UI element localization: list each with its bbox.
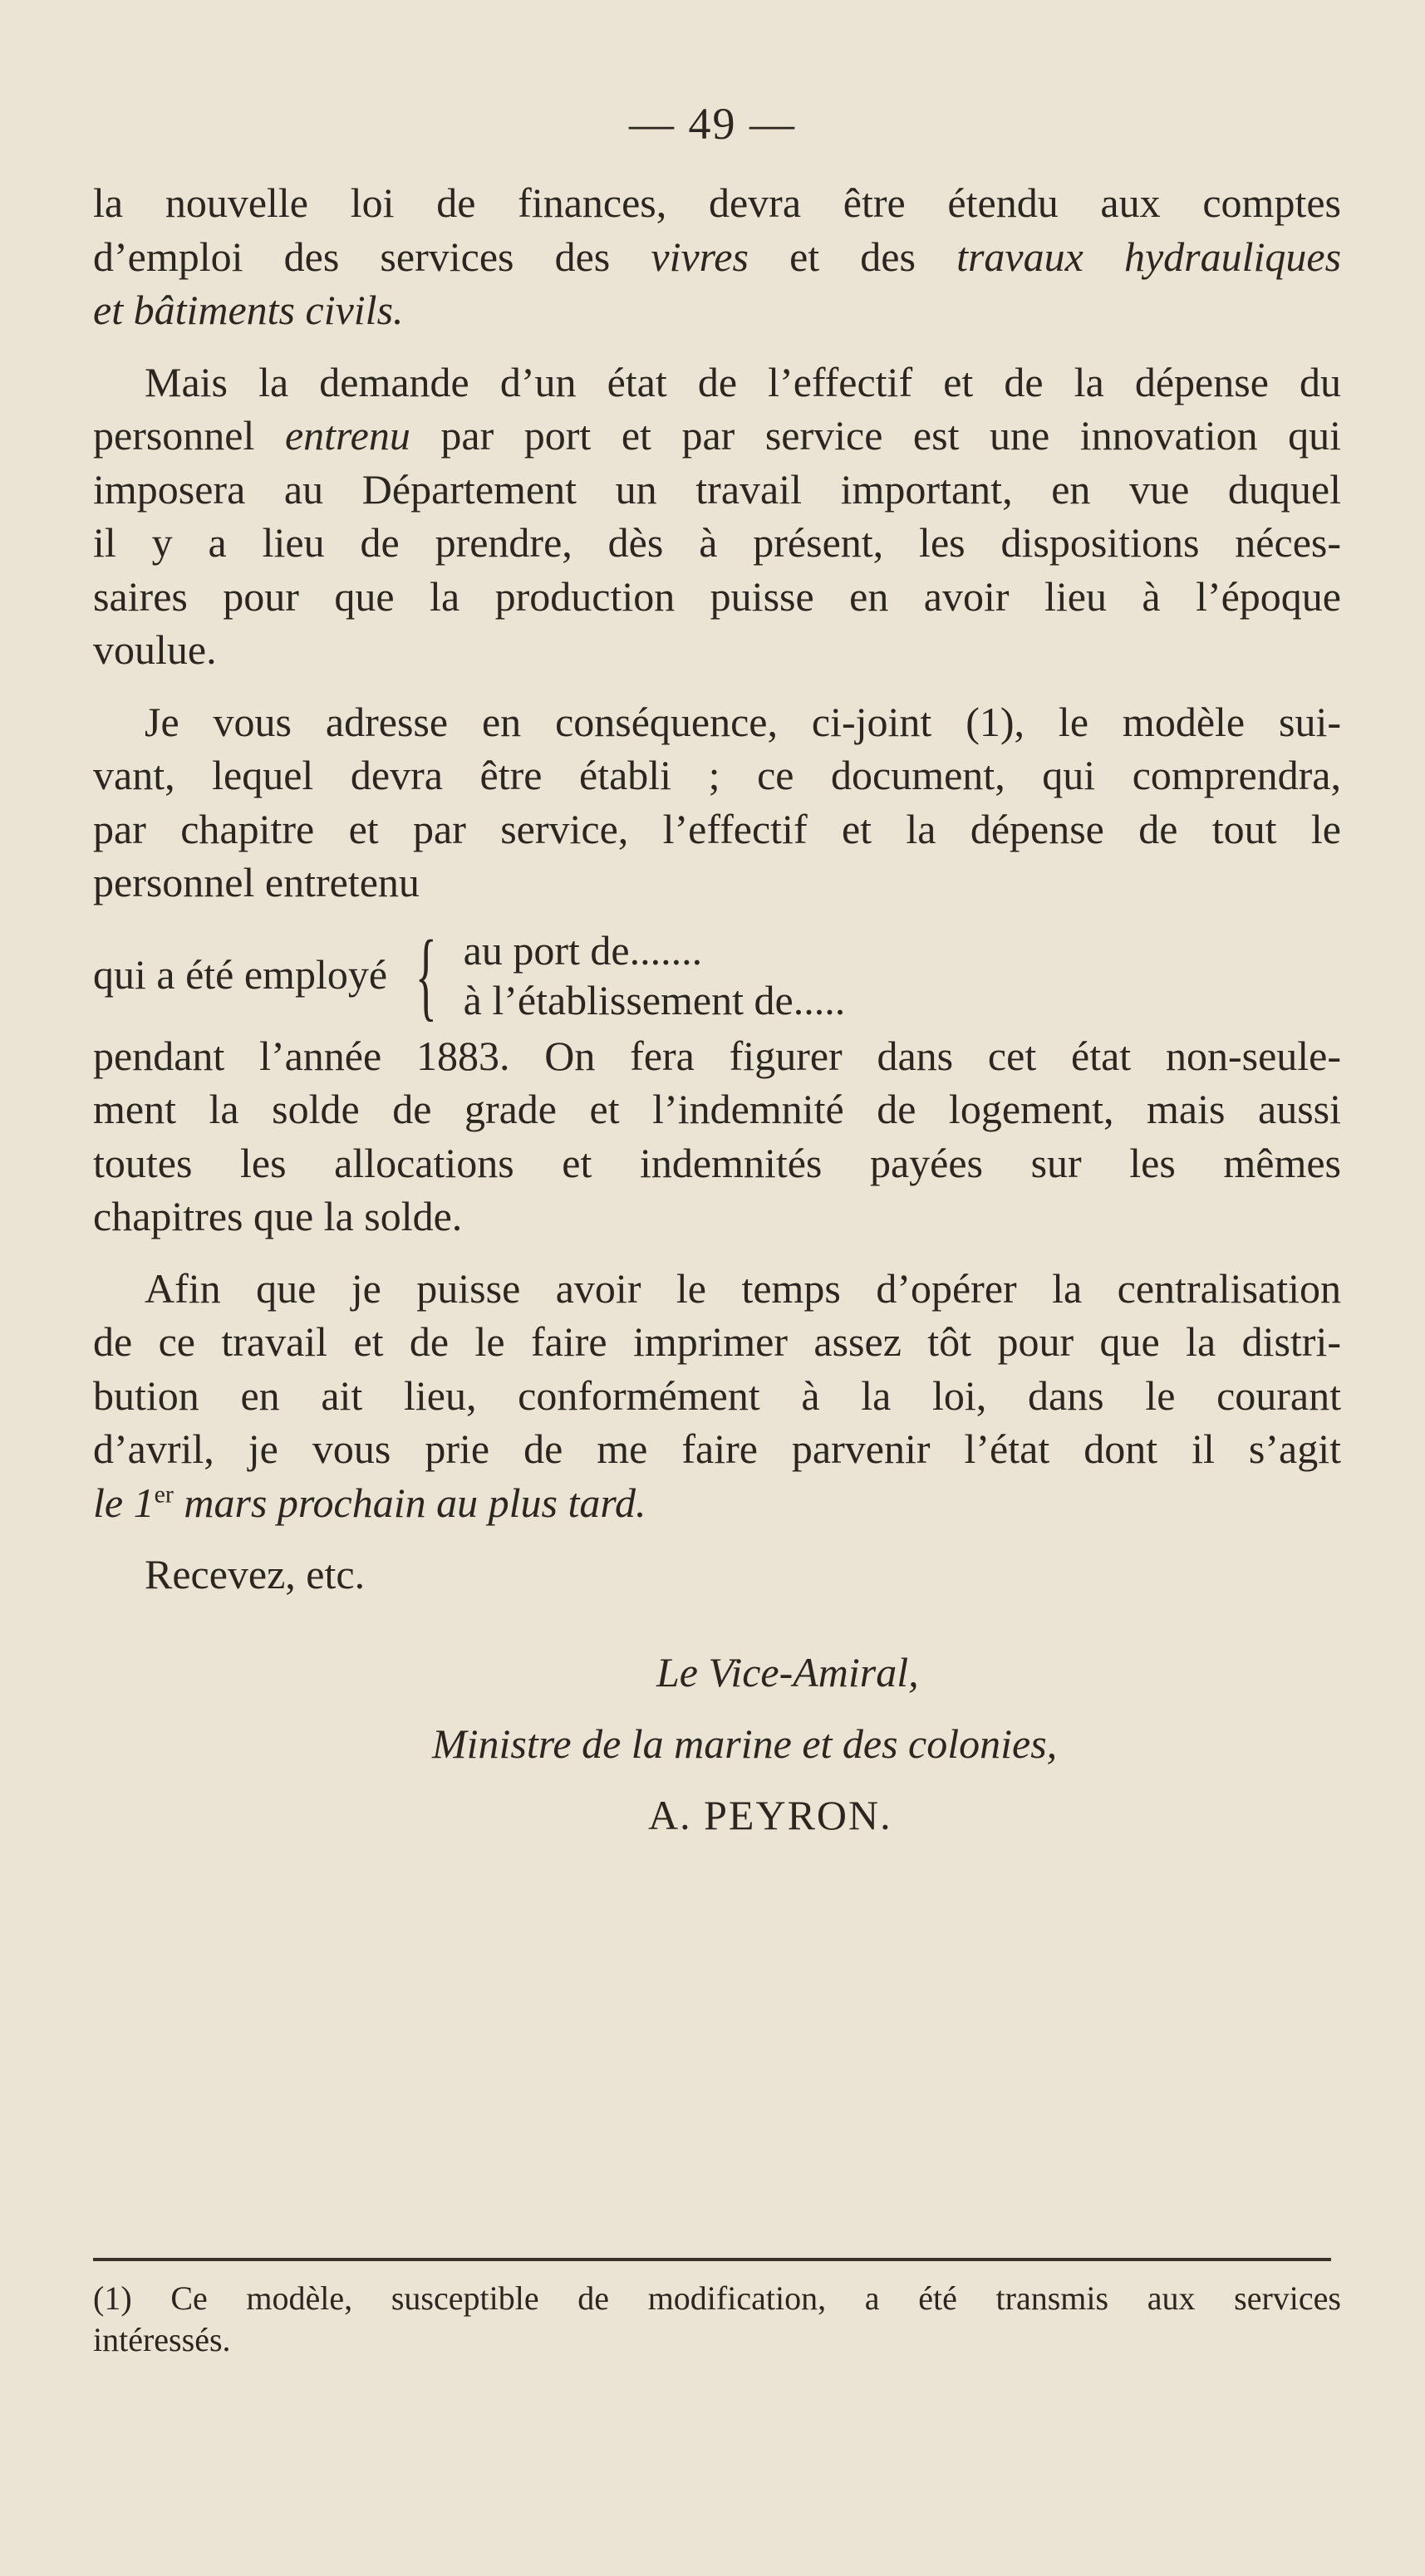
paragraph-4 (93, 1029, 1341, 1244)
text-line: imposera au Département un travail important, en vue duquel (93, 465, 1341, 513)
employe-brace-block (93, 921, 1341, 1029)
signature-title (656, 1645, 919, 1700)
footnote (93, 2278, 1341, 2361)
text-line (93, 283, 1341, 337)
text-line: toutes les allocations et indemnités payées sur les mêmes (93, 1139, 1341, 1186)
text-line: Mais la demande d’un état de l’effectif et de la dépense du (145, 358, 1341, 405)
text-line: Je vous adresse en conséquence, ci-joint (1), le modèle sui- (145, 698, 1341, 745)
italic-date-start: le 1 (93, 1479, 155, 1526)
italic-term-travaux: travaux hydrauliques (956, 233, 1342, 280)
text-line: par chapitre et par service, l’effectif et la dépense de tout le (93, 805, 1341, 852)
superscript-er: er (154, 1479, 174, 1508)
text-line: vant, lequel devra être établi ; ce document, qui comprendra, (93, 752, 1341, 798)
footnote-line: (1) Ce modèle, susceptible de modification, a été transmis aux services (93, 2279, 1341, 2317)
paragraph-1 (93, 176, 1341, 337)
closing-text: Recevez, etc. (145, 1551, 366, 1597)
text-segment: personnel (93, 412, 255, 459)
text-line (93, 230, 1341, 284)
footnote-line: intéressés. (93, 2321, 231, 2358)
signature-name: A. PEYRON. (648, 1792, 892, 1838)
text-line: personnel entretenu (93, 859, 420, 905)
text-line: saires pour que la production puisse en avoir lieu à l’époque (93, 572, 1341, 620)
employe-label: qui a été employé (93, 951, 388, 999)
letter-body (93, 176, 1341, 1602)
employe-option-etablissement: à l’établissement de..... (463, 976, 846, 1023)
brace-symbol: { (415, 919, 437, 1030)
signature-title-text: Le Vice-Amiral, (656, 1649, 919, 1695)
signature-role-text: Ministre de la marine et des colonies, (432, 1720, 1058, 1767)
italic-term-entrenu: entrenu (284, 412, 410, 459)
text-line: de ce travail et de le faire imprimer assez tôt pour que la distri- (93, 1318, 1341, 1365)
paragraph-2 (93, 356, 1341, 677)
text-line (93, 409, 1341, 463)
italic-date-end: mars prochain au plus tard. (184, 1479, 646, 1526)
text-line: d’avril, je vous prie de me faire parvenir l’état dont il s’agit (93, 1425, 1341, 1472)
text-line: la nouvelle loi de finances, devra être étendu aux comptes (93, 179, 1341, 226)
text-line: ment la solde de grade et l’indemnité de logement, mais aussi (93, 1086, 1341, 1132)
text-segment: d’emploi des services des (93, 233, 611, 280)
closing-line (93, 1548, 1341, 1602)
employe-options (464, 925, 846, 1025)
paragraph-5 (93, 1262, 1341, 1530)
text-line: pendant l’année 1883. On fera figurer dans cet état non-seule- (93, 1032, 1341, 1079)
text-segment: et des (789, 233, 916, 280)
text-line: bution en ait lieu, conformément à la loi, dans le courant (93, 1371, 1341, 1419)
text-line (93, 1476, 1341, 1530)
page-number: — 49 — (629, 99, 796, 149)
footnote-divider (93, 2258, 1331, 2261)
text-line: il y a lieu de prendre, dès à présent, les dispositions néces- (93, 519, 1341, 566)
text-line: Afin que je puisse avoir le temps d’opérer la centralisation (145, 1264, 1341, 1312)
text-line: chapitres que la solde. (93, 1193, 463, 1239)
employe-option-port: au port de....... (463, 926, 703, 974)
paragraph-3 (93, 695, 1341, 910)
text-segment: par port et par service est une innovation qui (440, 412, 1342, 459)
text-line: voulue. (93, 626, 217, 673)
italic-term-vivres: vivres (651, 233, 749, 280)
signature-role (432, 1716, 1057, 1771)
italic-term-batiments: et bâtiments civils. (93, 287, 404, 333)
